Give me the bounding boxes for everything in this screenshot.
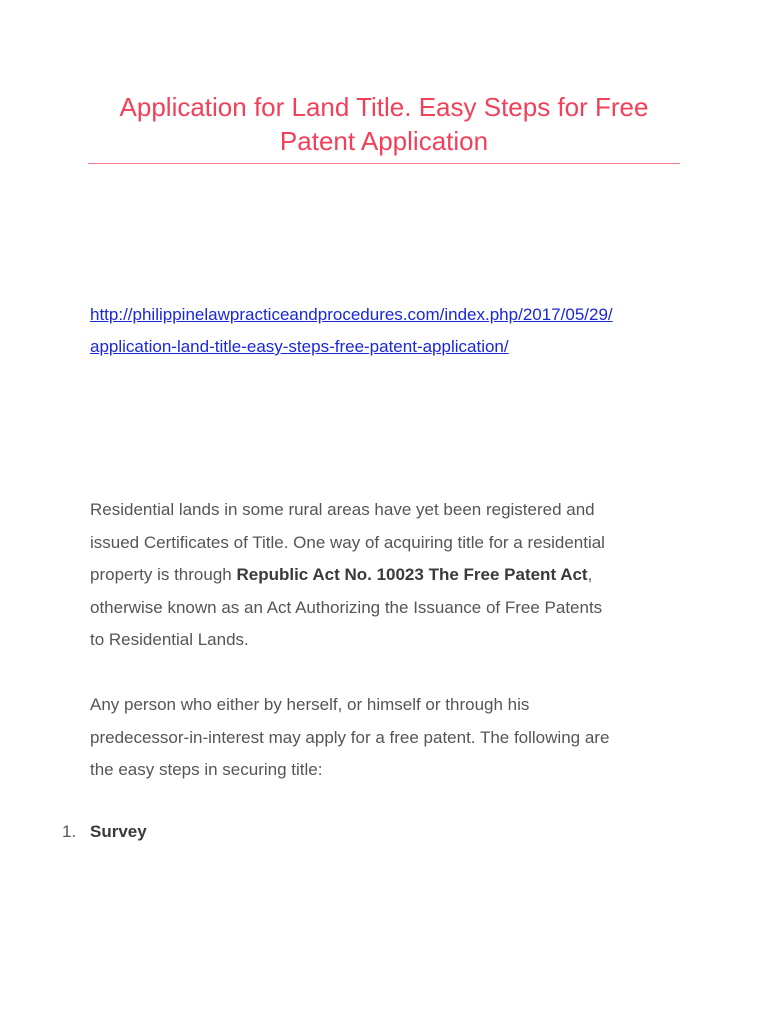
title-divider: [88, 163, 680, 164]
page-title: [88, 90, 680, 158]
title-line-1: Application for Land Title. Easy Steps for Free: [119, 92, 649, 122]
eligibility-line-2: predecessor-in-interest may apply for a free patent. The following are: [90, 727, 610, 747]
intro-line-3-suffix: ,: [587, 565, 593, 584]
eligibility-line-3: the easy steps in securing title:: [90, 760, 323, 779]
intro-line-3-prefix: property is through: [90, 565, 237, 584]
intro-line-1: Residential lands in some rural areas have yet been registered and: [90, 500, 595, 519]
intro-line-5: to Residential Lands.: [90, 630, 249, 649]
eligibility-line-1: Any person who either by herself, or himself or through his: [90, 695, 530, 714]
eligibility-paragraph: [90, 689, 690, 787]
list-item: [62, 816, 147, 848]
title-line-2: Patent Application: [279, 126, 489, 156]
step-number: 1.: [62, 822, 77, 841]
source-link-line-2[interactable]: application-land-title-easy-steps-free-patent-application/: [90, 337, 509, 356]
intro-line-2: issued Certificates of Title. One way of acquiring title for a residential: [90, 532, 605, 552]
step-label: Survey: [90, 822, 147, 841]
act-name: Republic Act No. 10023 The Free Patent Act: [236, 565, 588, 584]
source-link-line-1[interactable]: http://philippinelawpracticeandprocedures.com/index.php/2017/05/29/: [90, 305, 613, 324]
intro-line-4: otherwise known as an Act Authorizing the Issuance of Free Patents: [90, 597, 603, 617]
source-link[interactable]: [90, 299, 690, 363]
intro-paragraph: [90, 494, 690, 657]
